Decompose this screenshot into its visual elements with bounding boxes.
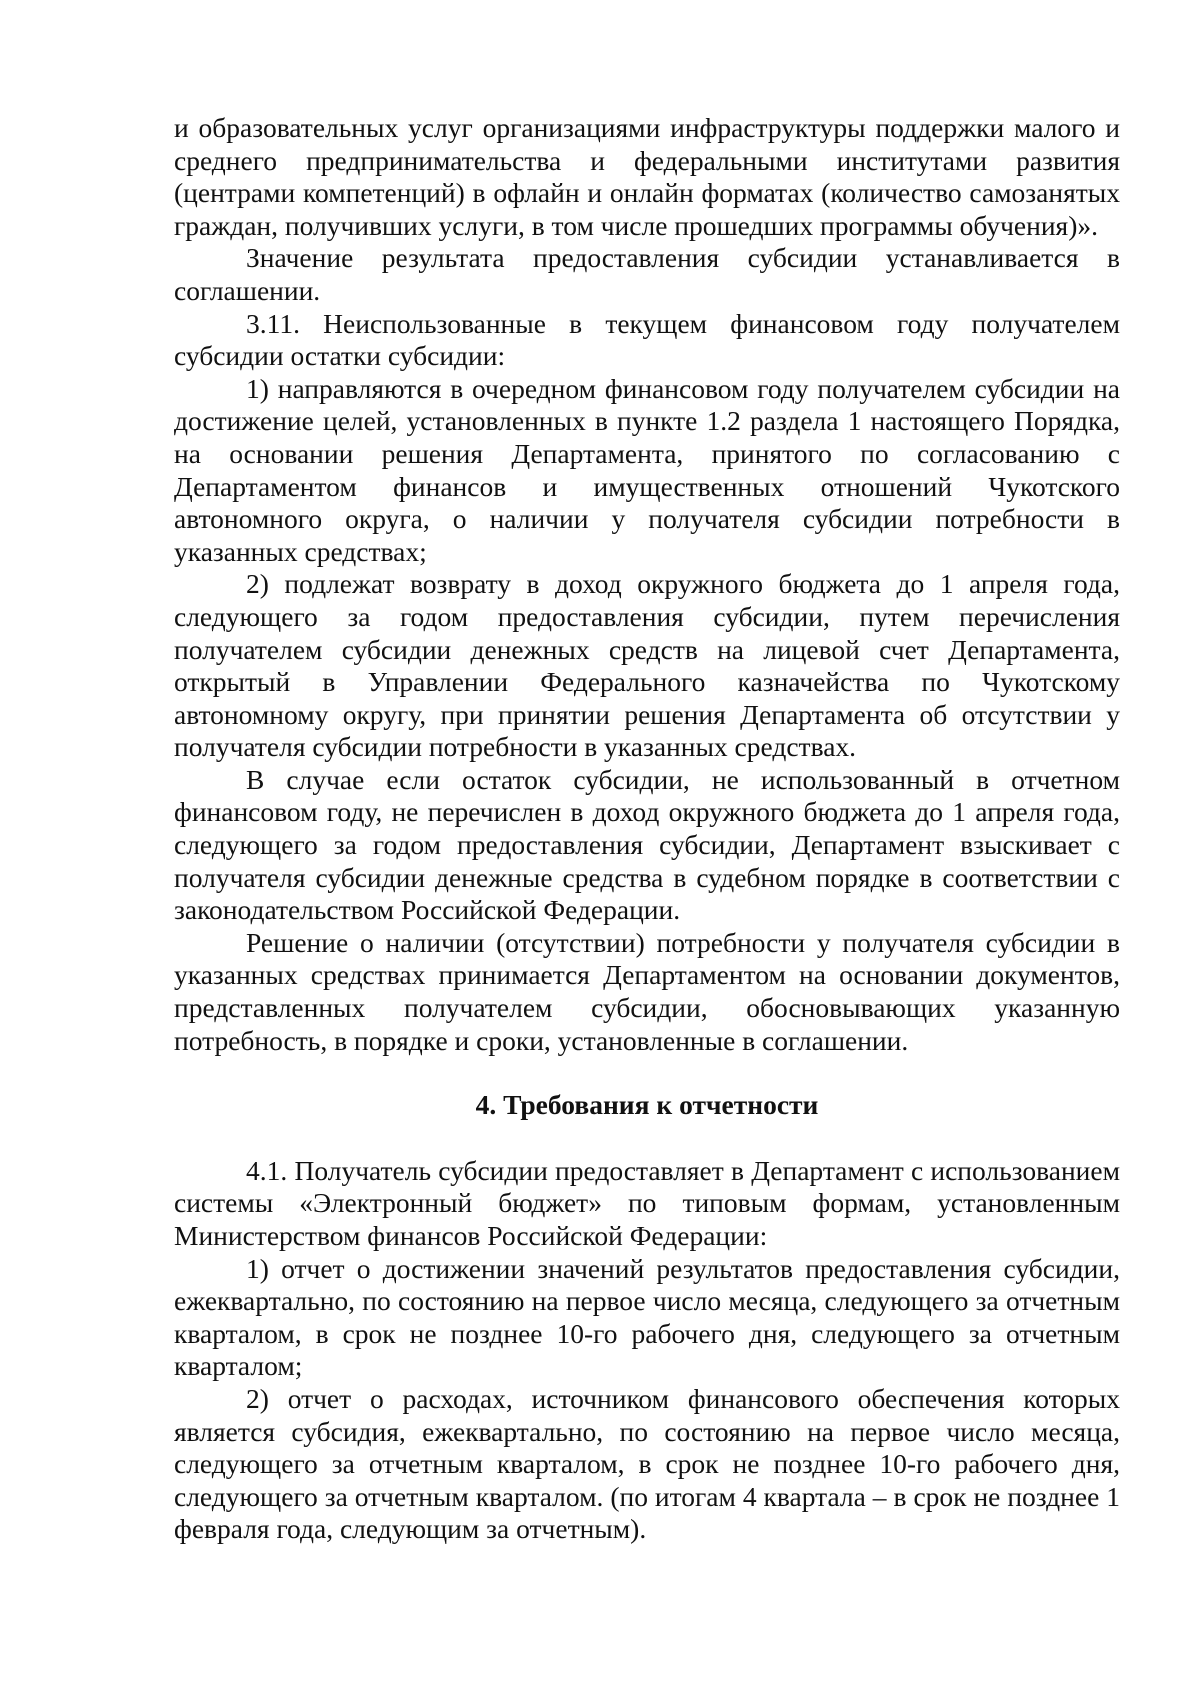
paragraph-3-11-item-1: 1) направляются в очередном финансовом году получателем субсидии на достижение целей, установленных в пункте 1.2 раздела 1 настоящего Порядка, на основании решения Департамента, принятого по согласованию с Департаментом финансов и имущественных отношений Чукотского автономного округа, о наличии у получателя субсидии потребности в указанных средствах; [174, 372, 1120, 567]
paragraph-3-11-item-2: 2) подлежат возврату в доход окружного бюджета до 1 апреля года, следующего за годом предоставления субсидии, путем перечисления получателем субсидии денежных средств на лицевой счет Департамента, открытый в Управлении Федерального казначейства по Чукотскому автономному округу, при принятии решения Департамента об отсутствии у получателя субсидии потребности в указанных средствах. [174, 568, 1120, 763]
paragraph-4-1-item-1: 1) отчет о достижении значений результатов предоставления субсидии, ежеквартально, по состоянию на первое число месяца, следующего за отчетным кварталом, в срок не позднее 10-го рабочего дня, следующего за отчетным кварталом; [174, 1252, 1120, 1382]
section-heading: 4. Требования к отчетности [475, 1089, 819, 1121]
text-section-before [174, 112, 1120, 1057]
document-page [174, 112, 1120, 1546]
paragraph-recovery: В случае если остаток субсидии, не использованный в отчетном финансовом году, не перечислен в доход окружного бюджета до 1 апреля года, следующего за годом предоставления субсидии, Департамент взыскивает с получателя субсидии денежные средства в судебном порядке в соответствии с законодательством Российской Федерации. [174, 763, 1120, 926]
paragraph-4-1: 4.1. Получатель субсидии предоставляет в Департамент с использованием системы «Электронный бюджет» по типовым формам, установленным Министерством финансов Российской Федерации: [174, 1154, 1120, 1251]
paragraph-continuation: и образовательных услуг организациями инфраструктуры поддержки малого и среднего предпринимательства и федеральными институтами развития (центрами компетенций) в офлайн и онлайн форматах (количество самозанятых граждан, получивших услуги, в том числе прошедших программы обучения)». [174, 112, 1120, 241]
paragraph-result-value: Значение результата предоставления субсидии устанавливается в соглашении. [174, 242, 1120, 306]
paragraph-3-11: 3.11. Неиспользованные в текущем финансовом году получателем субсидии остатки субсидии: [174, 307, 1120, 372]
paragraph-4-1-item-2: 2) отчет о расходах, источником финансового обеспечения которых является субсидия, ежеквартально, по состоянию на первое число месяца, следующего за отчетным кварталом, в срок не позднее 10-го рабочего дня, следующего за отчетным кварталом. (по итогам 4 квартала – в срок не позднее 1 февраля года, следующим за отчетным). [174, 1382, 1120, 1545]
text-section-after [174, 1155, 1120, 1546]
paragraph-decision: Решение о наличии (отсутствии) потребности у получателя субсидии в указанных средствах принимается Департаментом на основании документов, представленных получателем субсидии, обосновывающих указанную потребность, в порядке и сроки, установленные в соглашении. [174, 926, 1120, 1056]
